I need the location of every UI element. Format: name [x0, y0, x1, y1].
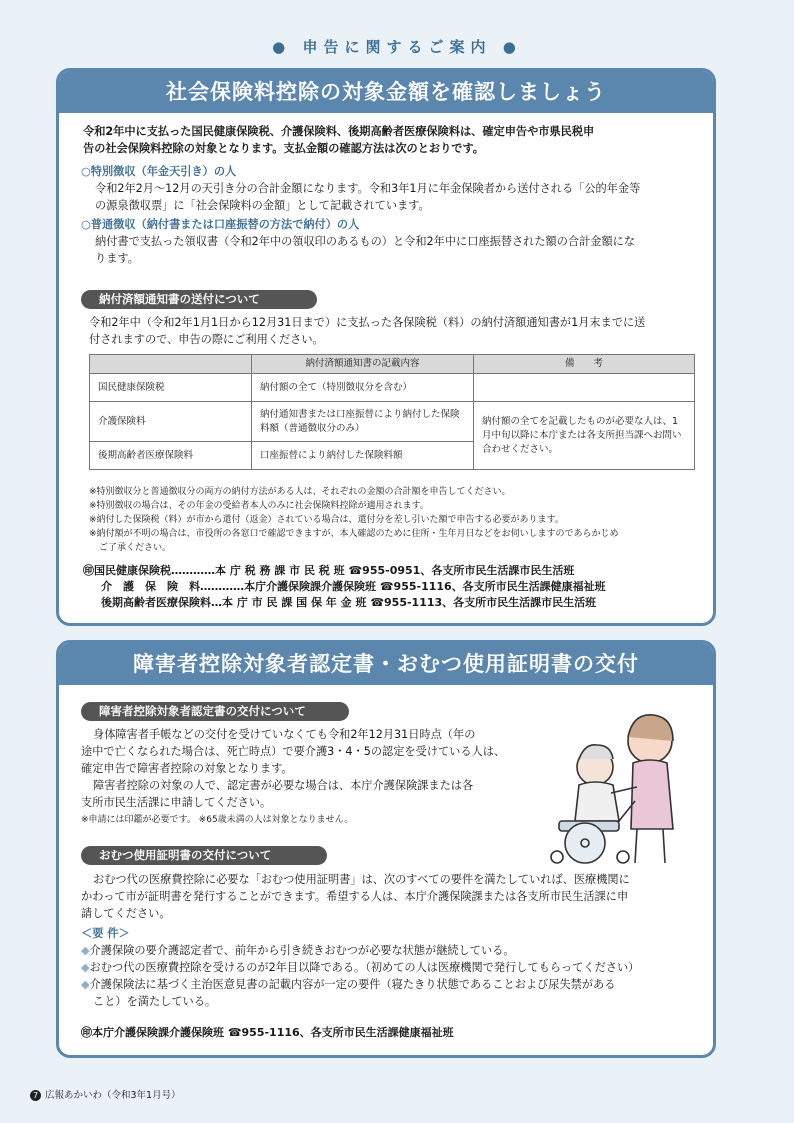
table-cell-content: 口座振替により納付した保険料額: [252, 442, 474, 470]
header-bullet-left: ●: [272, 38, 292, 56]
omutsu-body: おむつ代の医療費控除に必要な「おむつ使用証明書」は、次のすべての要件を満たしていれば、医療機関に かわって市が証明書を発行することができます。希望する人は、本庁介護保険課または各支所市民生活課に申 請してください。: [81, 873, 630, 920]
diamond-icon: ◆: [81, 944, 90, 957]
contact-row: [83, 563, 713, 579]
subheading-disability: 障害者控除対象者認定書の交付について: [81, 702, 349, 721]
table-row: [90, 374, 695, 402]
table-cell-remarks: 納付額の全てを記載したものが必要な人は、1月中旬以降に本庁または各支所担当課へお問い合わせください。: [474, 402, 695, 470]
disability-note: ※申請には印鑑が必要です。 ※65歳未満の人は対象となりません。: [81, 815, 354, 825]
tokubetsu-body: 令和2年2月～12月の天引き分の合計金額になります。令和3年1月に年金保険者から送付される「公的年金等 の源泉徴収票」に「社会保険料の金額」として記載されています。: [95, 182, 641, 212]
diamond-icon: ◆: [81, 961, 90, 974]
note-item: ※納付した保険税（料）が市から還付（返金）されている場合は、還付分を差し引いた額で申告する必要があります。: [89, 515, 564, 525]
table-header-remarks: 備 考: [474, 355, 695, 374]
section1-title: 社会保険料控除の対象金額を確認しましょう: [59, 71, 713, 113]
futsu-body: 納付書で支払った領収書（令和2年中の領収印のあるもの）と令和2年中に口座振替された額の合計金額にな ります。: [95, 235, 636, 265]
requirement-item-continued: こと）を満たしている。: [93, 995, 217, 1008]
notice-table: [89, 354, 695, 470]
section2-title: 障害者控除対象者認定書・おむつ使用証明書の交付: [59, 643, 713, 685]
publication-name: 広報あかいわ（令和3年1月号）: [45, 1090, 181, 1101]
note-item: ※特別徴収分と普通徴収分の両方の納付方法がある人は、それぞれの金額の合計額を申告してください。: [89, 487, 511, 497]
contact-label: 介 護 保 険 料…………本庁介護保険課介護保険班: [101, 580, 376, 593]
tokubetsu-heading: ○特別徴収（年金天引き）の人: [81, 165, 237, 178]
table-cell-name: 後期高齢者医療保険料: [90, 442, 252, 470]
contact-phone: ☎955-0951、各支所市民生活課市民生活班: [348, 564, 575, 577]
note-item: ※納付額が不明の場合は、市役所の各窓口で確認できますが、本人確認のために住所・生年月日などをお伺いしますのであらかじめ: [89, 529, 619, 539]
table-header-content: 納付済額通知書の記載内容: [252, 355, 474, 374]
requirement-item: ◆介護保険法に基づく主治医意見書の記載内容が一定の要件（寝たきり状態であることおよび尿失禁がある: [81, 978, 616, 991]
table-cell-content: 納付額の全て（特別徴収分を含む）: [252, 374, 474, 402]
header-bullet-right: ●: [502, 38, 522, 56]
section1-intro: 令和2年中に支払った国民健康保険税、介護保険料、後期高齢者医療保険料は、確定申告や市県民税申 告の社会保険料控除の対象となります。支払金額の確認方法は次のとおりです。: [83, 125, 595, 155]
requirement-item: ◆介護保険の要介護認定者で、前年から引き続きおむつが必要な状態が継続している。: [81, 944, 515, 957]
section2-contact: ㊞本庁介護保険課介護保険班 ☎955-1116、各支所市民生活課健康福祉班: [81, 1026, 454, 1039]
futsu-heading: ○普通徴収（納付書または口座振替の方法で納付）の人: [81, 218, 360, 231]
caregiver-illustration: [545, 701, 695, 869]
notice-body: 令和2年中（令和2年1月1日から12月31日まで）に支払った各保険税（料）の納付済額通知書が1月末までに送 付されますので、申告の際にご利用ください。: [89, 316, 646, 346]
contact-row: [83, 579, 713, 595]
contact-label: ㊞国民健康保険税…………本 庁 税 務 課 市 民 税 班: [83, 564, 345, 577]
page-footer: [30, 1087, 181, 1101]
table-row: [90, 402, 695, 442]
disability-panel: [56, 640, 716, 1058]
table-cell-content: 納付通知書または口座振替により納付した保険料額（普通徴収分のみ）: [252, 402, 474, 442]
table-header-blank: [90, 355, 252, 374]
notes-list: [89, 485, 709, 555]
table-cell-name: 国民健康保険税: [90, 374, 252, 402]
table-cell-name: 介護保険料: [90, 402, 252, 442]
diamond-icon: ◆: [81, 978, 90, 991]
disability-body: 身体障害者手帳などの交付を受けていなくても令和2年12月31日時点（年の 途中で亡くなられた場合は、死亡時点）で要介護3・4・5の認定を受けている人は、 確定申告で障害者控除の対象となります。 障害者控除の対象の人で、認定書が必要な場合は、本庁介護保険課または各 支所市民生活課に申請してください。: [81, 728, 506, 809]
contact-phone: ☎955-1116、各支所市民生活課健康福祉班: [379, 580, 606, 593]
contact-label: 後期高齢者医療保険料…本 庁 市 民 課 国 保 年 金 班: [101, 596, 367, 609]
requirements-label: ＜要 件＞: [81, 927, 130, 940]
requirement-item: ◆おむつ代の医療費控除を受けるのが2年目以降である。（初めての人は医療機関で発行してもらってください）: [81, 961, 640, 974]
contact-phone: ☎955-1113、各支所市民生活課市民生活班: [370, 596, 597, 609]
header-title: 申告に関するご案内: [302, 38, 492, 56]
contact-row: [83, 595, 713, 611]
table-cell-empty: [474, 374, 695, 402]
note-item: ※特別徴収の場合は、その年金の受給者本人のみに社会保険料控除が適用されます。: [89, 501, 429, 511]
subheading-notice: 納付済額通知書の送付について: [81, 290, 317, 309]
social-insurance-panel: [56, 68, 716, 626]
page-header: [0, 36, 794, 57]
note-item: ご了承ください。: [99, 543, 172, 553]
requirements-list: [81, 942, 711, 1010]
page-number: 7: [30, 1090, 41, 1101]
subheading-omutsu: おむつ使用証明書の交付について: [81, 846, 327, 865]
contacts: [83, 563, 713, 611]
